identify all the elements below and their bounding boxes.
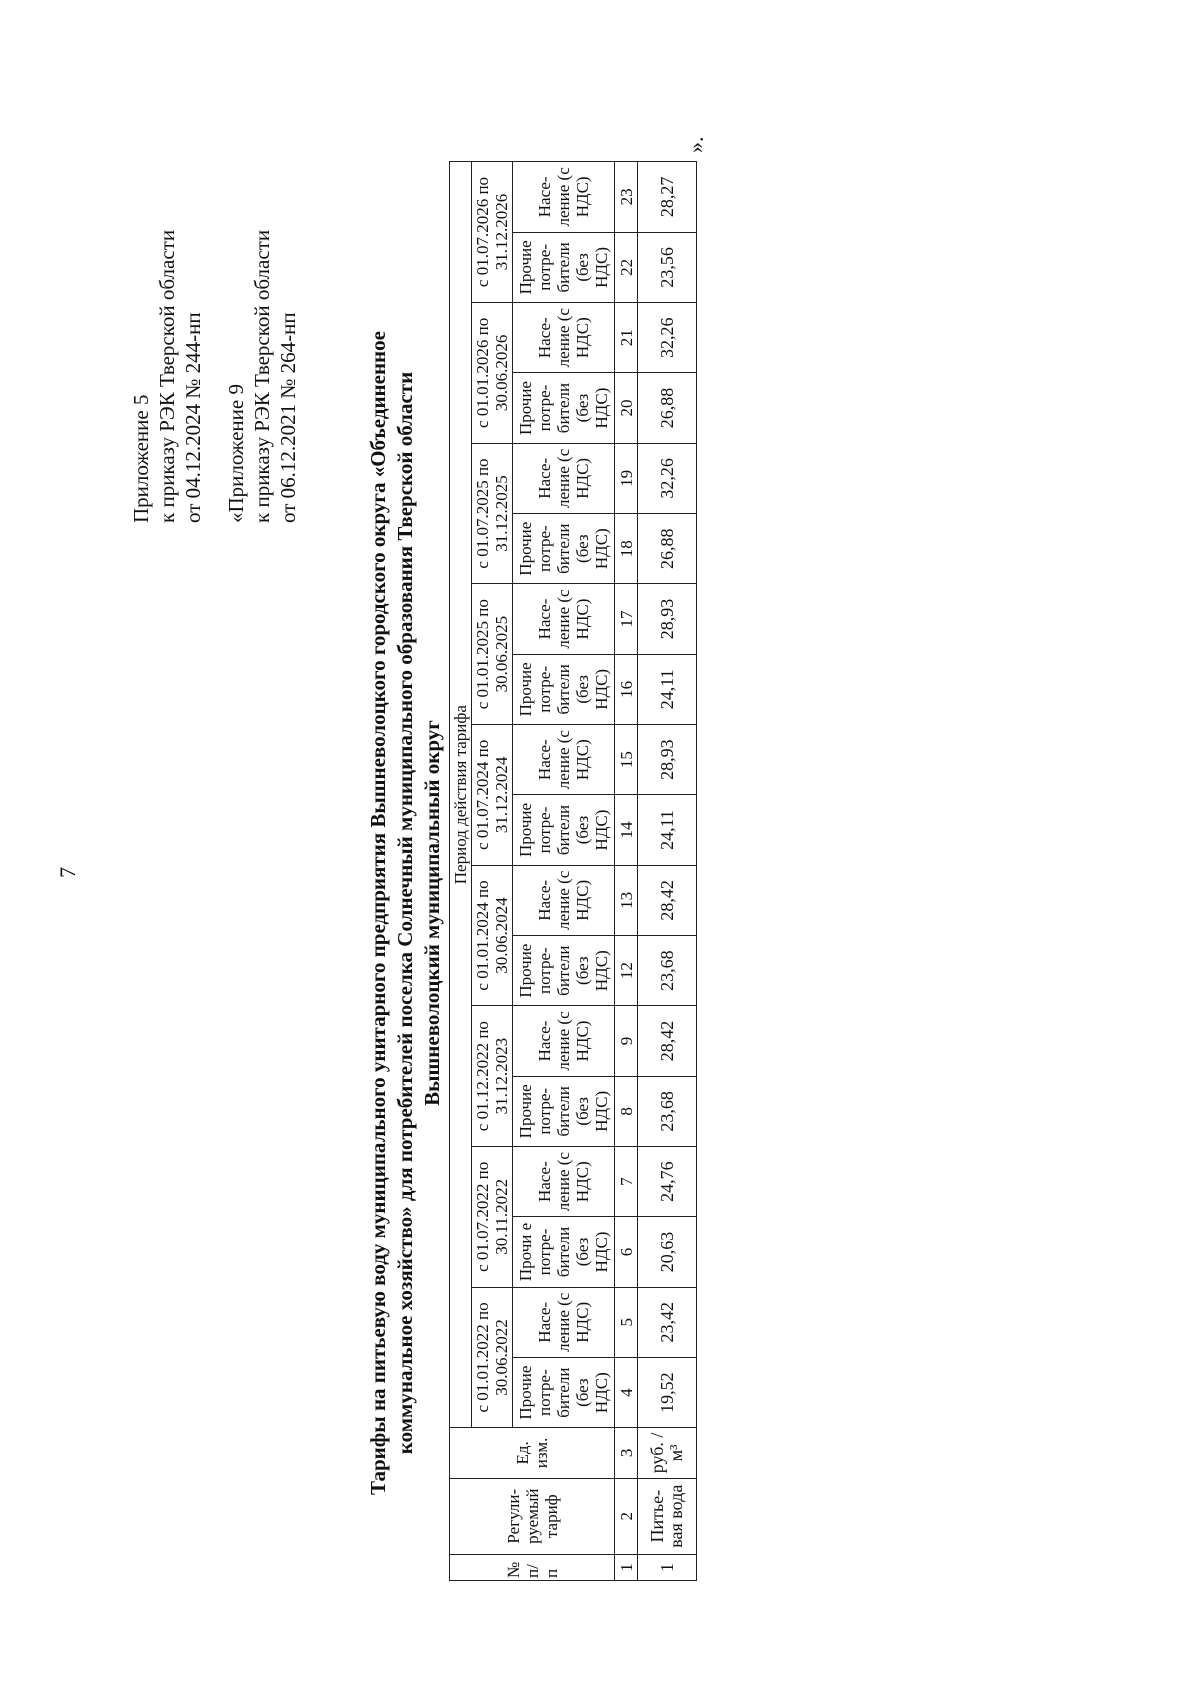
tariff-value: 32,26 xyxy=(638,443,697,513)
period-cell: с 01.07.2026 по 31.12.2026 xyxy=(472,162,513,303)
row-tariff-name: Питье-вая вода xyxy=(638,1478,697,1554)
title-line3: Вышневолоцкий муниципальный округ xyxy=(420,720,444,1106)
column-number: 14 xyxy=(615,795,638,865)
column-number: 21 xyxy=(615,303,638,373)
tariff-value: 26,88 xyxy=(638,514,697,584)
appendix-9-line3: от 06.12.2021 № 264-нп xyxy=(276,312,300,523)
tariff-value: 24,11 xyxy=(638,654,697,724)
column-number: 18 xyxy=(615,514,638,584)
category-other-consumers: Прочие потре-бители (без НДС) xyxy=(513,1076,615,1146)
column-number: 15 xyxy=(615,725,638,795)
category-other-consumers: Прочие потре-бители (без НДС) xyxy=(513,935,615,1005)
period-cell: с 01.01.2022 по 30.06.2022 xyxy=(472,1287,513,1428)
period-cell: с 01.07.2024 по 31.12.2024 xyxy=(472,725,513,866)
column-number: 6 xyxy=(615,1217,638,1287)
appendix-5-reference xyxy=(128,230,206,523)
tariff-value: 26,88 xyxy=(638,373,697,443)
appendix-5-line3: от 04.12.2024 № 244-нп xyxy=(181,312,205,523)
appendix-5-line1: Приложение 5 xyxy=(129,394,153,523)
column-number: 8 xyxy=(615,1076,638,1146)
column-number: 4 xyxy=(615,1357,638,1427)
category-population: Насе-ление (с НДС) xyxy=(513,303,615,373)
tariff-value: 28,93 xyxy=(638,584,697,654)
column-number: 12 xyxy=(615,935,638,1005)
tariff-value: 24,11 xyxy=(638,795,697,865)
header-row-number: № п/п xyxy=(450,1554,615,1580)
column-number: 7 xyxy=(615,1146,638,1216)
category-population: Насе-ление (с НДС) xyxy=(513,1006,615,1076)
category-population: Насе-ление (с НДС) xyxy=(513,443,615,513)
column-number: 2 xyxy=(615,1478,638,1554)
column-number: 19 xyxy=(615,443,638,513)
column-number: 16 xyxy=(615,654,638,724)
column-number: 1 xyxy=(615,1554,638,1580)
period-cell: с 01.07.2022 по 30.11.2022 xyxy=(472,1146,513,1287)
tariff-value: 28,42 xyxy=(638,865,697,935)
tariff-table xyxy=(449,161,697,1581)
row-unit: руб. /м³ xyxy=(638,1428,697,1478)
title-line1: Тарифы на питьевую воду муниципального унитарного предприятия Вышневолоцкого городского округа «Объединенное xyxy=(366,331,390,1495)
page-number: 7 xyxy=(55,867,80,878)
table-row xyxy=(638,162,697,1581)
period-cell: с 01.01.2024 по 30.06.2024 xyxy=(472,865,513,1006)
tariff-value: 24,76 xyxy=(638,1146,697,1216)
category-population: Насе-ление (с НДС) xyxy=(513,1287,615,1357)
category-other-consumers: Прочие потре-бители (без НДС) xyxy=(513,795,615,865)
tariff-value: 23,68 xyxy=(638,1076,697,1146)
tariff-value: 20,63 xyxy=(638,1217,697,1287)
rotated-page xyxy=(53,63,1063,1643)
tariff-value: 23,42 xyxy=(638,1287,697,1357)
header-tariff-period: Период действия тарифа xyxy=(450,162,472,1428)
consumer-category-row xyxy=(513,162,615,1581)
column-number: 17 xyxy=(615,584,638,654)
tariff-value: 28,27 xyxy=(638,162,697,233)
category-other-consumers: Прочие потре-бители (без НДС) xyxy=(513,1357,615,1427)
tariff-value: 32,26 xyxy=(638,303,697,373)
header-regulated-tariff: Регули-руемый тариф xyxy=(450,1478,615,1554)
appendix-9-reference xyxy=(223,230,301,523)
column-number: 5 xyxy=(615,1287,638,1357)
category-population: Насе-ление (с НДС) xyxy=(513,725,615,795)
column-number: 13 xyxy=(615,865,638,935)
periods-row xyxy=(472,162,513,1581)
category-population: Насе-ление (с НДС) xyxy=(513,865,615,935)
category-other-consumers: Прочие потре-бители (без НДС) xyxy=(513,654,615,724)
tariff-value: 23,56 xyxy=(638,232,697,302)
appendix-9-line2: к приказу РЭК Тверской области xyxy=(250,229,274,523)
category-population: Насе-ление (с НДС) xyxy=(513,1146,615,1216)
category-population: Насе-ление (с НДС) xyxy=(513,584,615,654)
period-header-row xyxy=(450,162,472,1581)
period-cell: с 01.12.2022 по 31.12.2023 xyxy=(472,1006,513,1147)
appendix-5-line2: к приказу РЭК Тверской области xyxy=(155,229,179,523)
category-other-consumers: Прочи е потре-бители (без НДС) xyxy=(513,1217,615,1287)
column-number: 23 xyxy=(615,162,638,233)
appendix-9-line1: «Приложение 9 xyxy=(224,384,248,523)
column-number: 22 xyxy=(615,232,638,302)
header-unit: Ед. изм. xyxy=(450,1428,615,1478)
period-cell: с 01.01.2026 по 30.06.2026 xyxy=(472,303,513,444)
column-number: 9 xyxy=(615,1006,638,1076)
title-line2: коммунальное хозяйство» для потребителей поселка Солнечный муниципального образования Тверской области xyxy=(393,371,417,1455)
tariff-value: 28,93 xyxy=(638,725,697,795)
column-number: 20 xyxy=(615,373,638,443)
category-population: Насе-ление (с НДС) xyxy=(513,162,615,233)
closing-quote-mark: ». xyxy=(683,136,708,153)
category-other-consumers: Прочие потре-бители (без НДС) xyxy=(513,232,615,302)
column-number-row xyxy=(615,162,638,1581)
document-title xyxy=(365,243,446,1583)
tariff-value: 19,52 xyxy=(638,1357,697,1427)
category-other-consumers: Прочие потре-бители (без НДС) xyxy=(513,514,615,584)
category-other-consumers: Прочие потре-бители (без НДС) xyxy=(513,373,615,443)
period-cell: с 01.07.2025 по 31.12.2025 xyxy=(472,443,513,584)
tariff-value: 28,42 xyxy=(638,1006,697,1076)
row-number: 1 xyxy=(638,1554,697,1580)
period-cell: с 01.01.2025 по 30.06.2025 xyxy=(472,584,513,725)
column-number: 3 xyxy=(615,1428,638,1478)
tariff-value: 23,68 xyxy=(638,935,697,1005)
